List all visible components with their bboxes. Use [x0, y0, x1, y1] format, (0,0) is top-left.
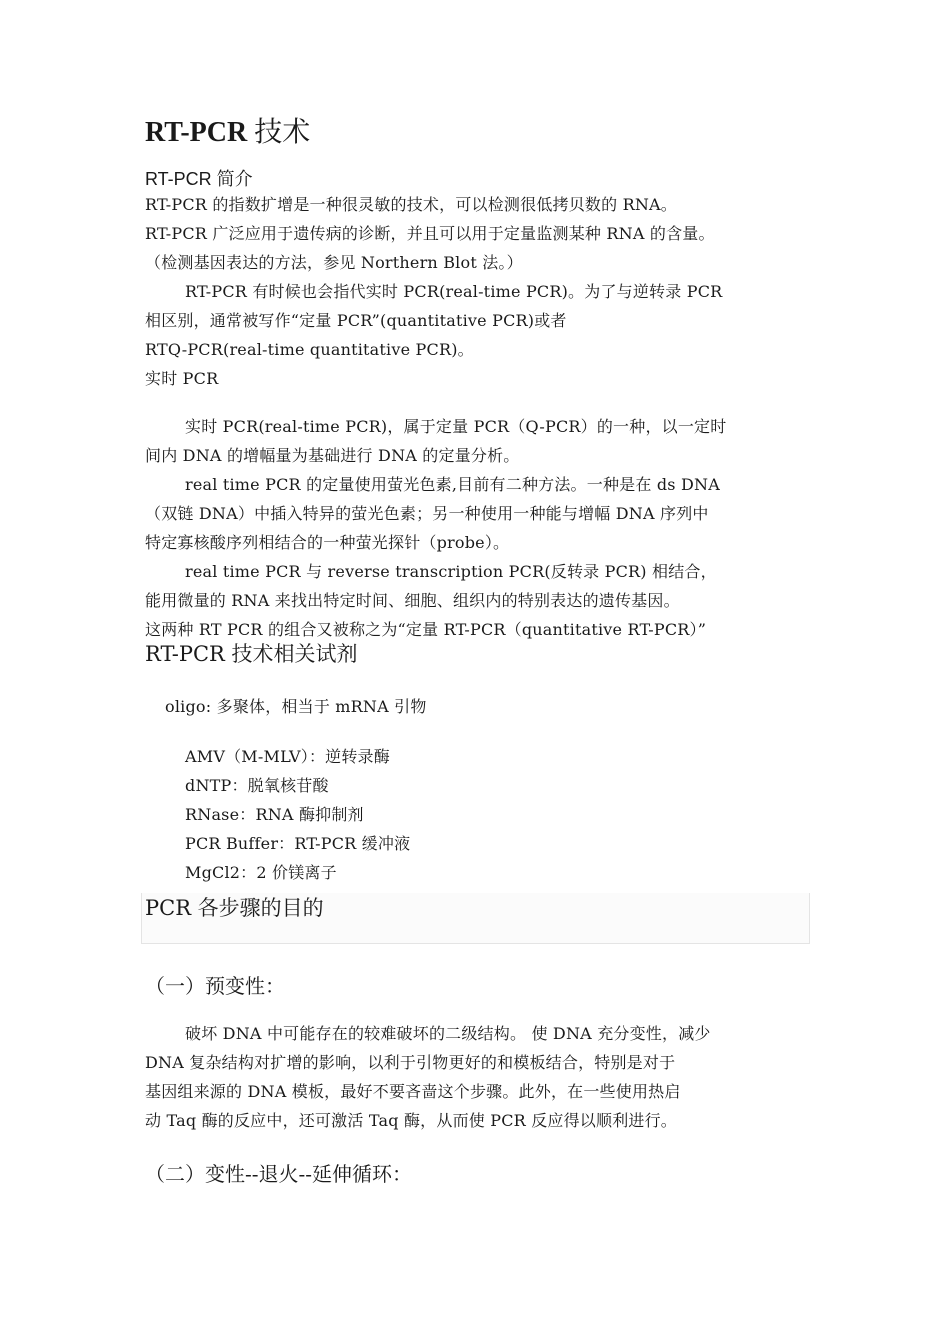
rt-line: RTQ-PCR(real-time quantitative PCR)。: [145, 340, 474, 359]
realtime-line: 间内 DNA 的增幅量为基础进行 DNA 的定量分析。: [145, 446, 520, 465]
step1-heading: （一）预变性：: [145, 974, 285, 998]
realtime-line: （双链 DNA）中插入特异的萤光色素；另一种使用一种能与增幅 DNA 序列中: [145, 504, 709, 523]
realtime-line: real time PCR 与 reverse transcription PCR(反转录 PCR) 相结合，: [185, 562, 717, 581]
reagents-list: [145, 742, 810, 887]
oligo-line-block: [145, 692, 810, 721]
steps-heading: PCR 各步骤的目的: [145, 896, 324, 920]
rt-paragraph: [145, 277, 810, 393]
reagent-item: MgCl2：2 价镁离子: [185, 863, 337, 882]
rt-line: RT-PCR 有时候也会指代实时 PCR(real-time PCR)。为了与逆转录 PCR: [185, 282, 723, 301]
intro-line: RT-PCR 广泛应用于遗传病的诊断，并且可以用于定量监测某种 RNA 的含量。: [145, 224, 715, 243]
document-title: [145, 110, 310, 150]
reagent-item: dNTP：脱氧核苷酸: [185, 776, 329, 795]
intro-paragraph: [145, 190, 810, 277]
intro-line: RT-PCR 的指数扩增是一种很灵敏的技术，可以检测很低拷贝数的 RNA。: [145, 195, 678, 214]
rt-line: 相区别，通常被写作“定量 PCR”(quantitative PCR)或者: [145, 311, 567, 330]
step1-line: 动 Taq 酶的反应中，还可激活 Taq 酶，从而使 PCR 反应得以顺利进行。: [145, 1111, 677, 1130]
reagent-item: AMV（M-MLV）：逆转录酶: [185, 747, 390, 766]
realtime-paragraph: [145, 412, 810, 644]
title-latin: RT-PCR: [145, 117, 248, 148]
realtime-line: 这两种 RT PCR 的组合又被称之为“定量 RT-PCR（quantitative RT-PCR）”: [145, 620, 707, 639]
step1-line: 破坏 DNA 中可能存在的较难破坏的二级结构。 使 DNA 充分变性，减少: [185, 1024, 711, 1043]
reagent-item: RNase：RNA 酶抑制剂: [185, 805, 364, 824]
reagents-heading: RT-PCR 技术相关试剂: [145, 642, 358, 666]
realtime-line: 能用微量的 RNA 来找出特定时间、细胞、组织内的特别表达的遗传基因。: [145, 591, 680, 610]
step2-heading: （二）变性--退火--延伸循环：: [145, 1162, 413, 1186]
step1-line: DNA 复杂结构对扩增的影响，以利于引物更好的和模板结合，特别是对于: [145, 1053, 676, 1072]
reagent-item: PCR Buffer：RT-PCR 缓冲液: [185, 834, 411, 853]
intro-line: （检测基因表达的方法，参见 Northern Blot 法。）: [145, 253, 523, 272]
intro-heading: RT-PCR 简介: [145, 169, 253, 189]
realtime-line: 特定寡核酸序列相结合的一种萤光探针（probe）。: [145, 533, 510, 552]
step1-line: 基因组来源的 DNA 模板，最好不要吝啬这个步骤。此外，在一些使用热启: [145, 1082, 681, 1101]
title-cjk: 技术: [247, 117, 311, 148]
realtime-line: 实时 PCR(real-time PCR)，属于定量 PCR（Q-PCR）的一种，以一定时: [185, 417, 727, 436]
oligo-line: oligo: 多聚体，相当于 mRNA 引物: [165, 697, 427, 716]
realtime-line: real time PCR 的定量使用萤光色素,目前有二种方法。一种是在 ds DNA: [185, 475, 720, 494]
realtime-pcr-label: 实时 PCR: [145, 369, 219, 388]
step1-paragraph: [145, 1019, 810, 1135]
